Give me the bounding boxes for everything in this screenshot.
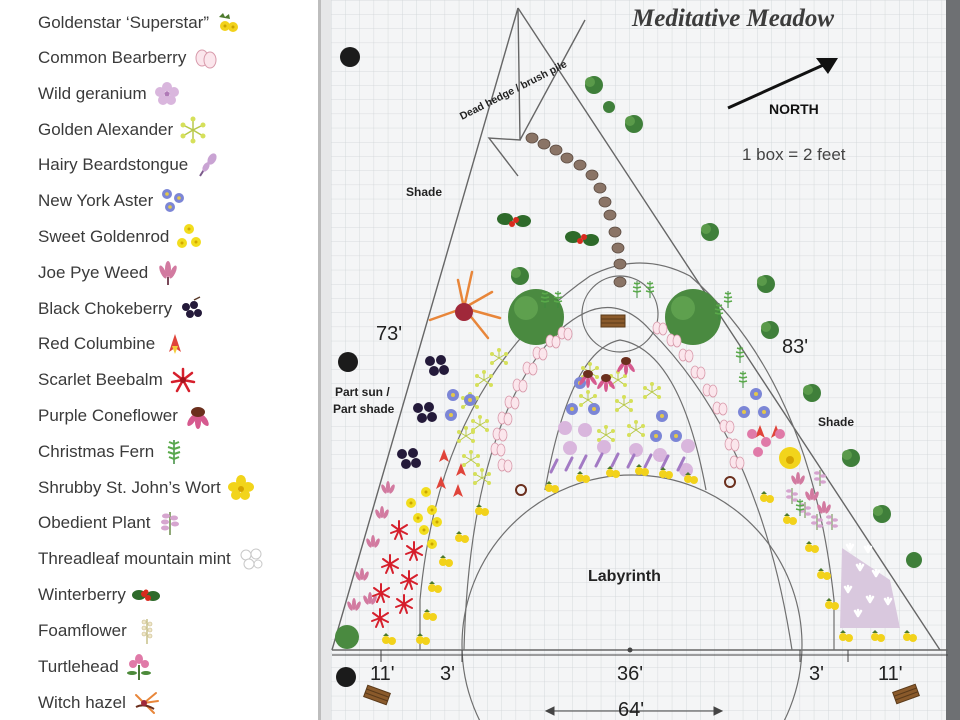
obedient-plant-icon — [156, 509, 184, 537]
legend-label: Joe Pye Weed — [38, 263, 149, 282]
dim-left-margin: 11' — [370, 663, 395, 685]
aster-icon — [159, 187, 187, 215]
legend-item-winterberry — [38, 580, 160, 610]
legend-label: Common Bearberry — [38, 48, 187, 67]
part-shade-label: Part shade — [333, 402, 395, 416]
dim-total: 64' — [618, 699, 645, 720]
turtlehead-icon — [125, 653, 153, 681]
dead-hedge-label: Dead hedge / brush pile — [457, 58, 569, 123]
foamflower-icon — [133, 617, 161, 645]
dim-right-side: 83' — [782, 336, 809, 358]
legend-item-goldenrod — [38, 222, 203, 252]
legend-item-goldenstar — [38, 8, 243, 38]
legend-label: Golden Alexander — [38, 120, 174, 139]
witch-hazel-icon — [132, 689, 160, 717]
legend-label: New York Aster — [38, 191, 154, 210]
legend-item-beardstongue — [38, 150, 222, 180]
legend-item-witch-hazel — [38, 688, 160, 718]
legend-label: Wild geranium — [38, 84, 147, 103]
legend-item-beebalm — [38, 365, 197, 395]
legend-label: Hairy Beardstongue — [38, 155, 189, 174]
legend-item-mountain-mint — [38, 544, 265, 574]
legend-item-columbine — [38, 329, 189, 359]
legend-item-joe-pye-weed — [38, 258, 182, 288]
shade-label-right: Shade — [818, 415, 855, 429]
legend-label: Scarlet Beebalm — [38, 370, 163, 389]
legend-label: Sweet Goldenrod — [38, 227, 170, 246]
legend-label: Threadleaf mountain mint — [38, 549, 231, 568]
garden-plan — [321, 0, 960, 720]
plan-title: Meditative Meadow — [632, 5, 835, 32]
winterberry-icon — [132, 581, 160, 609]
chokeberry-icon — [178, 295, 206, 323]
legend-label: Christmas Fern — [38, 442, 155, 461]
legend-item-st-johns-wort — [38, 473, 255, 503]
legend-label: Obedient Plant — [38, 513, 151, 532]
goldenrod-icon — [175, 223, 203, 251]
fern-icon — [160, 438, 188, 466]
legend-item-golden-alexander — [38, 115, 207, 145]
bearberry-icon — [192, 44, 220, 72]
legend-label: Witch hazel — [38, 693, 126, 712]
legend-label: Foamflower — [38, 621, 127, 640]
legend-label: Purple Coneflower — [38, 406, 178, 425]
dim-right-path: 3' — [809, 663, 824, 685]
shade-label-left: Shade — [406, 185, 443, 199]
goldenstar-icon — [215, 9, 243, 37]
coneflower-icon — [184, 402, 212, 430]
dim-left-path: 3' — [440, 663, 455, 685]
legend-item-bearberry — [38, 43, 220, 73]
part-sun-label: Part sun / — [335, 385, 390, 399]
legend-item-fern — [38, 437, 188, 467]
legend-item-turtlehead — [38, 652, 153, 682]
geranium-icon — [153, 80, 181, 108]
columbine-icon — [161, 330, 189, 358]
legend-item-coneflower — [38, 401, 212, 431]
mountain-mint-icon — [237, 545, 265, 573]
legend-label: Red Columbine — [38, 334, 156, 353]
scale-label: 1 box = 2 feet — [742, 145, 846, 164]
legend-label: Goldenstar ‘Superstar” — [38, 13, 210, 32]
legend-item-obedient-plant — [38, 508, 184, 538]
dim-left-side: 73' — [376, 323, 403, 345]
dim-right-margin: 11' — [878, 663, 903, 685]
beebalm-icon — [169, 366, 197, 394]
legend-item-foamflower — [38, 616, 161, 646]
north-label: NORTH — [769, 101, 819, 117]
golden-alexander-icon — [179, 116, 207, 144]
legend-item-chokeberry — [38, 294, 206, 324]
legend-item-aster — [38, 186, 187, 216]
labyrinth-label: Labyrinth — [588, 568, 661, 585]
legend-label: Shrubby St. John’s Wort — [38, 478, 221, 497]
legend-label: Turtlehead — [38, 657, 119, 676]
legend-item-geranium — [38, 79, 181, 109]
legend-label: Black Chokeberry — [38, 299, 173, 318]
legend-label: Winterberry — [38, 585, 126, 604]
st-johns-wort-plant — [779, 447, 801, 469]
beardstongue-icon — [194, 151, 222, 179]
st-johns-wort-icon — [227, 474, 255, 502]
plant-legend — [0, 0, 318, 720]
joe-pye-weed-icon — [154, 259, 182, 287]
dim-center: 36' — [617, 663, 644, 685]
